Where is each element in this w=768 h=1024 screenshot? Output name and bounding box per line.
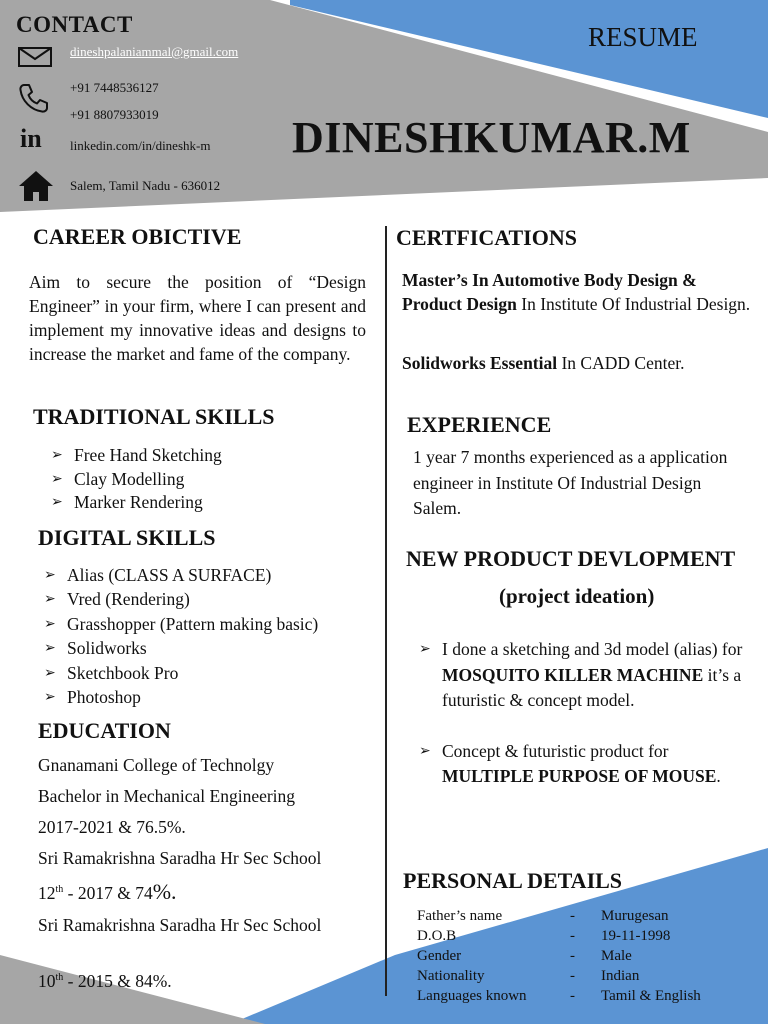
table-row: D.O.B - 19-11-1998	[417, 928, 671, 944]
list-item: ➢ Clay Modelling	[51, 468, 222, 492]
mail-icon	[18, 47, 52, 67]
phone-2: +91 8807933019	[70, 107, 159, 122]
column-divider	[385, 226, 387, 996]
personal-details-heading: PERSONAL DETAILS	[403, 868, 623, 893]
education-school-1: Sri Ramakrishna Saradha Hr Sec School	[38, 848, 322, 868]
home-icon	[18, 170, 54, 202]
education-heading: EDUCATION	[38, 718, 171, 743]
contact-title: CONTACT	[16, 12, 133, 37]
education-10th: 10th - 2015 & 84%.	[38, 970, 172, 991]
resume-label: RESUME	[588, 22, 698, 52]
traditional-skills-heading: TRADITIONAL SKILLS	[33, 404, 275, 429]
npd-subtitle: (project ideation)	[499, 584, 655, 608]
list-item: ➢ Grasshopper (Pattern making basic)	[44, 612, 318, 636]
npd-projects-list	[419, 637, 749, 790]
list-item: ➢ Photoshop	[44, 685, 318, 709]
education-college: Gnanamani College of Technolgy	[38, 755, 275, 775]
career-objective-text: Aim to secure the position of “Design Engineer” in your firm, where I can present and implement my innovative ideas and designs to increase the market and fame of the company.	[29, 272, 366, 364]
list-item: ➢ Concept & futuristic product for MULTIPLE PURPOSE OF MOUSE.	[419, 739, 749, 790]
candidate-name: DINESHKUMAR.M	[292, 113, 691, 162]
education-12th: 12th - 2017 & 74%.	[38, 878, 177, 904]
table-row: Languages known - Tamil & English	[417, 988, 701, 1004]
linkedin-link[interactable]: linkedin.com/in/dineshk-m	[70, 138, 211, 153]
list-item: ➢ Free Hand Sketching	[51, 444, 222, 468]
education-school-2: Sri Ramakrishna Saradha Hr Sec School	[38, 915, 322, 935]
career-objective-heading: CAREER OBICTIVE	[33, 224, 242, 249]
phone-1: +91 7448536127	[70, 80, 159, 95]
linkedin-icon: in	[20, 124, 42, 153]
certification-1: Master’s In Automotive Body Design & Product Design In Institute Of Industrial Design.	[402, 270, 751, 314]
table-row: Father’s name - Murugesan	[417, 908, 669, 924]
address: Salem, Tamil Nadu - 636012	[70, 178, 221, 193]
education-degree: Bachelor in Mechanical Engineering	[38, 786, 296, 806]
npd-heading: NEW PRODUCT DEVLOPMENT	[406, 546, 736, 571]
traditional-skills-list	[51, 444, 222, 515]
list-item: ➢ Solidworks	[44, 636, 318, 660]
education-degree-year: 2017-2021 & 76.5%.	[38, 817, 186, 837]
list-item: ➢ Marker Rendering	[51, 491, 222, 515]
digital-skills-heading: DIGITAL SKILLS	[38, 525, 216, 550]
email-link[interactable]: dineshpalaniammal@gmail.com	[70, 44, 239, 59]
personal-details-table	[417, 906, 701, 1006]
certifications-heading: CERTFICATIONS	[396, 225, 577, 250]
experience-text: 1 year 7 months experienced as a application engineer in Institute Of Industrial Design Salem.	[413, 447, 728, 518]
list-item: ➢ I done a sketching and 3d model (alias) for MOSQUITO KILLER MACHINE it’s a futuristic & concept model.	[419, 637, 749, 714]
table-row: Nationality - Indian	[417, 968, 640, 984]
list-item: ➢ Alias (CLASS A SURFACE)	[44, 563, 318, 587]
certification-2: Solidworks Essential In CADD Center.	[402, 353, 685, 373]
table-row: Gender - Male	[417, 948, 632, 964]
list-item: ➢ Vred (Rendering)	[44, 587, 318, 611]
experience-heading: EXPERIENCE	[407, 412, 552, 437]
list-item: ➢ Sketchbook Pro	[44, 661, 318, 685]
phone-icon	[18, 82, 50, 114]
digital-skills-list	[44, 563, 318, 709]
